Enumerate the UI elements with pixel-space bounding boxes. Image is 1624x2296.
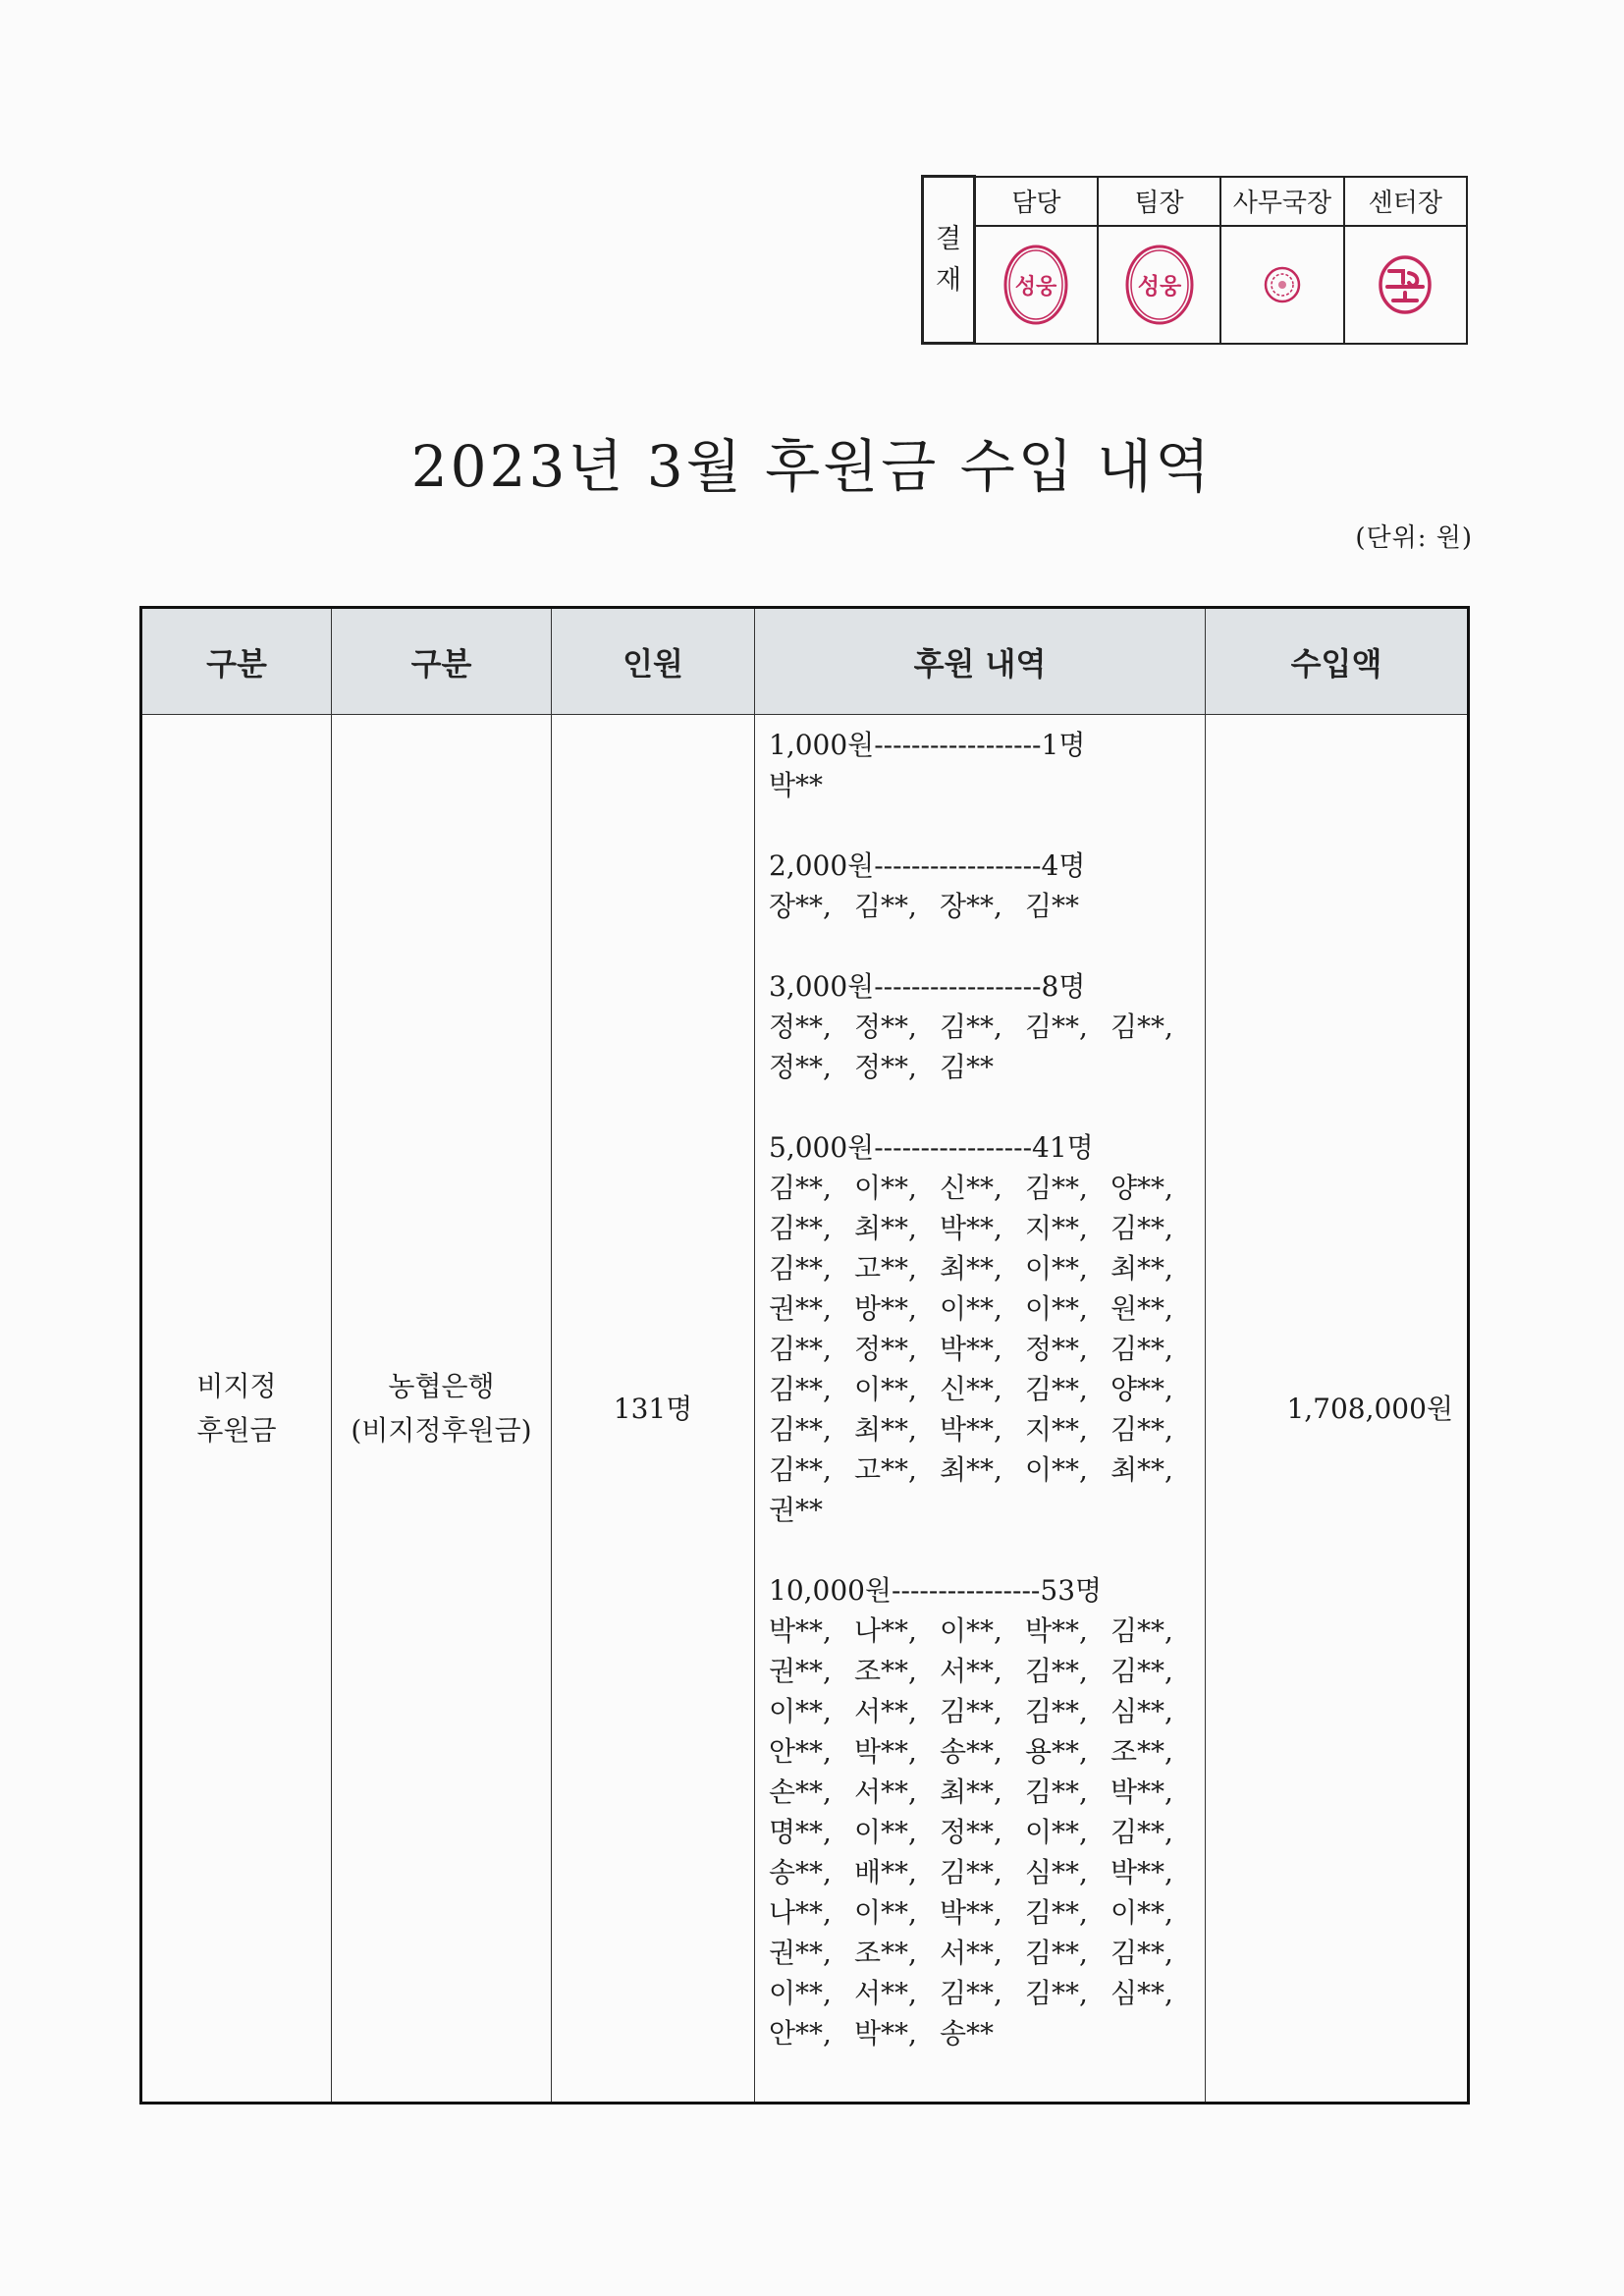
approval-stamp-center-head <box>1344 226 1467 344</box>
column-header-count: 인원 <box>552 608 755 715</box>
donor-name: 박**, <box>940 1333 1002 1365</box>
donor-name: 조**, <box>854 1655 917 1687</box>
donor-name: 최**, <box>1110 1453 1173 1486</box>
donor-name: 김**, <box>1110 1816 1173 1848</box>
donor-name: 최**, <box>854 1413 917 1446</box>
approval-role-staff: 담당 <box>975 177 1098 226</box>
donor-name: 박**, <box>940 1413 1002 1446</box>
donor-name: 지**, <box>1025 1212 1088 1244</box>
donor-name: 이**, <box>940 1292 1002 1325</box>
donor-name: 김**, <box>940 1856 1002 1888</box>
donor-name: 서**, <box>854 1776 917 1808</box>
approval-stamp-team-lead <box>1098 226 1220 344</box>
donor-name: 김**, <box>769 1172 832 1204</box>
donor-name: 안**, <box>769 2017 832 2050</box>
donor-name: 김**, <box>1025 1655 1088 1687</box>
donor-name: 송** <box>940 2017 995 2050</box>
donor-name: 정**, <box>769 1011 832 1043</box>
donor-name: 김**, <box>1110 1413 1173 1446</box>
donor-name: 권**, <box>769 1937 832 1969</box>
donor-name: 김**, <box>769 1413 832 1446</box>
table-row <box>141 715 1469 2104</box>
donor-name: 김**, <box>940 1011 1002 1043</box>
donor-name: 권**, <box>769 1292 832 1325</box>
donation-group <box>769 1127 1197 1530</box>
donor-name: 김**, <box>1025 1977 1088 2009</box>
donor-name: 고**, <box>854 1453 917 1486</box>
donor-name: 최**, <box>1110 1252 1173 1285</box>
donation-groups <box>769 725 1197 2053</box>
approval-box <box>921 175 1468 345</box>
account-cell: 농협은행 (비지정후원금) <box>332 715 552 2104</box>
donor-name: 김**, <box>1025 1011 1088 1043</box>
donor-name: 정**, <box>1025 1333 1088 1365</box>
donor-name: 김**, <box>769 1373 832 1405</box>
svg-text:성웅: 성웅 <box>1015 274 1057 300</box>
donor-name: 조**, <box>854 1937 917 1969</box>
donor-name: 김** <box>940 1051 995 1083</box>
donor-name: 심**, <box>1025 1856 1088 1888</box>
donor-name: 이**, <box>1025 1252 1088 1285</box>
approval-side-text: 결 재 <box>935 223 962 296</box>
donor-name: 배**, <box>854 1856 917 1888</box>
donor-name: 김**, <box>854 890 917 922</box>
donor-name: 김**, <box>769 1333 832 1365</box>
donor-name-list <box>769 1168 1201 1530</box>
donor-name: 최**, <box>854 1212 917 1244</box>
donation-group-header: 2,000원------------------4명 <box>769 849 1086 882</box>
donation-details-cell <box>755 715 1206 2104</box>
donor-name: 정**, <box>940 1816 1002 1848</box>
donor-name: 이**, <box>769 1977 832 2009</box>
donor-name: 김**, <box>1025 1896 1088 1929</box>
donor-name: 박**, <box>854 2017 917 2050</box>
donor-name: 박**, <box>854 1735 917 1768</box>
seal-stamp-icon <box>1123 243 1196 327</box>
donor-name: 최**, <box>940 1252 1002 1285</box>
donor-name: 김**, <box>769 1212 832 1244</box>
donor-name: 권**, <box>769 1655 832 1687</box>
donor-name: 서**, <box>854 1977 917 2009</box>
donor-name: 박**, <box>769 1614 832 1647</box>
donor-name: 김**, <box>1110 1655 1173 1687</box>
donation-group-header: 10,000원----------------53명 <box>769 1574 1103 1607</box>
donor-name: 이**, <box>1025 1816 1088 1848</box>
donor-name: 김**, <box>1110 1937 1173 1969</box>
donor-name-list <box>769 1611 1201 2053</box>
donor-name: 원**, <box>1110 1292 1173 1325</box>
donation-group-header: 1,000원------------------1명 <box>769 729 1086 761</box>
donor-name: 나**, <box>769 1896 832 1929</box>
donor-name: 서**, <box>854 1695 917 1727</box>
donor-name: 박**, <box>940 1212 1002 1244</box>
donor-name: 손**, <box>769 1776 832 1808</box>
donor-name: 이**, <box>940 1614 1002 1647</box>
donor-name: 김**, <box>1025 1776 1088 1808</box>
seal-stamp-icon <box>1001 243 1070 327</box>
donor-name-list <box>769 886 1201 926</box>
donor-name: 양**, <box>1110 1373 1173 1405</box>
donor-name: 김**, <box>1110 1333 1173 1365</box>
column-header-category: 구분 <box>141 608 332 715</box>
donor-name: 이**, <box>1025 1453 1088 1486</box>
column-header-details: 후원 내역 <box>755 608 1206 715</box>
donor-name: 이**, <box>1025 1292 1088 1325</box>
donor-name: 이**, <box>854 1172 917 1204</box>
donor-name: 김**, <box>1025 1695 1088 1727</box>
income-amount-cell: 1,708,000원 <box>1206 715 1469 2104</box>
donor-name: 서**, <box>940 1937 1002 1969</box>
donor-name: 서**, <box>940 1655 1002 1687</box>
donor-name: 박**, <box>1025 1614 1088 1647</box>
donor-name: 송**, <box>769 1856 832 1888</box>
donor-name: 김**, <box>1025 1373 1088 1405</box>
donation-group <box>769 846 1197 926</box>
column-header-amount: 수입액 <box>1206 608 1469 715</box>
donor-name: 정**, <box>769 1051 832 1083</box>
unit-label: (단위: 원) <box>1355 523 1473 553</box>
donor-name: 조**, <box>1110 1735 1173 1768</box>
page-title: 2023년 3월 후원금 수입 내역 <box>410 433 1214 500</box>
donor-name: 최**, <box>940 1776 1002 1808</box>
category-cell: 비지정 후원금 <box>141 715 332 2104</box>
donor-name: 이**, <box>1110 1896 1173 1929</box>
donor-name: 이**, <box>854 1896 917 1929</box>
donor-name: 최**, <box>940 1453 1002 1486</box>
table-header-row <box>141 608 1469 715</box>
donor-name: 나**, <box>854 1614 917 1647</box>
donor-name: 김**, <box>940 1695 1002 1727</box>
donor-name: 김**, <box>1110 1614 1173 1647</box>
donor-name: 김**, <box>769 1453 832 1486</box>
donor-name: 정**, <box>854 1051 917 1083</box>
donor-name-list <box>769 765 1201 805</box>
donation-table <box>139 606 1470 2105</box>
approval-role-center-head: 센터장 <box>1344 177 1467 226</box>
donor-name-list <box>769 1007 1201 1087</box>
approval-role-team-lead: 팀장 <box>1098 177 1220 226</box>
column-header-subcategory: 구분 <box>332 608 552 715</box>
approval-side-label <box>923 177 975 344</box>
donor-name: 안**, <box>769 1735 832 1768</box>
donor-name: 장**, <box>940 890 1002 922</box>
donor-name: 박**, <box>1110 1776 1173 1808</box>
donor-name: 명**, <box>769 1816 832 1848</box>
donor-name: 양**, <box>1110 1172 1173 1204</box>
approval-role-secretary-general: 사무국장 <box>1220 177 1343 226</box>
donation-group <box>769 725 1197 805</box>
donor-name: 신**, <box>940 1172 1002 1204</box>
approval-stamp-staff <box>975 226 1098 344</box>
donor-name: 용**, <box>1025 1735 1088 1768</box>
donor-name: 방**, <box>854 1292 917 1325</box>
donor-name: 이**, <box>854 1816 917 1848</box>
donor-name: 정**, <box>854 1333 917 1365</box>
donor-name: 정**, <box>854 1011 917 1043</box>
seal-stamp-icon <box>1376 253 1435 316</box>
donation-group-header: 5,000원-----------------41명 <box>769 1131 1094 1164</box>
donor-name: 김**, <box>769 1252 832 1285</box>
donor-count-cell: 131명 <box>552 715 755 2104</box>
donor-name: 장**, <box>769 890 832 922</box>
donor-name: 김**, <box>1110 1011 1173 1043</box>
donor-name: 김** <box>1025 890 1080 922</box>
donation-group-header: 3,000원------------------8명 <box>769 970 1086 1003</box>
small-seal-stamp-icon <box>1262 264 1303 305</box>
donor-name: 지**, <box>1025 1413 1088 1446</box>
approval-stamp-secretary-general <box>1220 226 1343 344</box>
donor-name: 김**, <box>1025 1937 1088 1969</box>
donor-name: 이**, <box>854 1373 917 1405</box>
donor-name: 송**, <box>940 1735 1002 1768</box>
donor-name: 박** <box>769 769 824 801</box>
donor-name: 김**, <box>1110 1212 1173 1244</box>
donor-name: 심**, <box>1110 1977 1173 2009</box>
donor-name: 권** <box>769 1494 824 1526</box>
donor-name: 신**, <box>940 1373 1002 1405</box>
svg-text:성웅: 성웅 <box>1137 273 1181 300</box>
donor-name: 박**, <box>1110 1856 1173 1888</box>
donation-group <box>769 1570 1197 2053</box>
donor-name: 김**, <box>940 1977 1002 2009</box>
donor-name: 김**, <box>1025 1172 1088 1204</box>
donor-name: 고**, <box>854 1252 917 1285</box>
donor-name: 박**, <box>940 1896 1002 1929</box>
donor-name: 심**, <box>1110 1695 1173 1727</box>
donation-group <box>769 966 1197 1087</box>
donor-name: 이**, <box>769 1695 832 1727</box>
